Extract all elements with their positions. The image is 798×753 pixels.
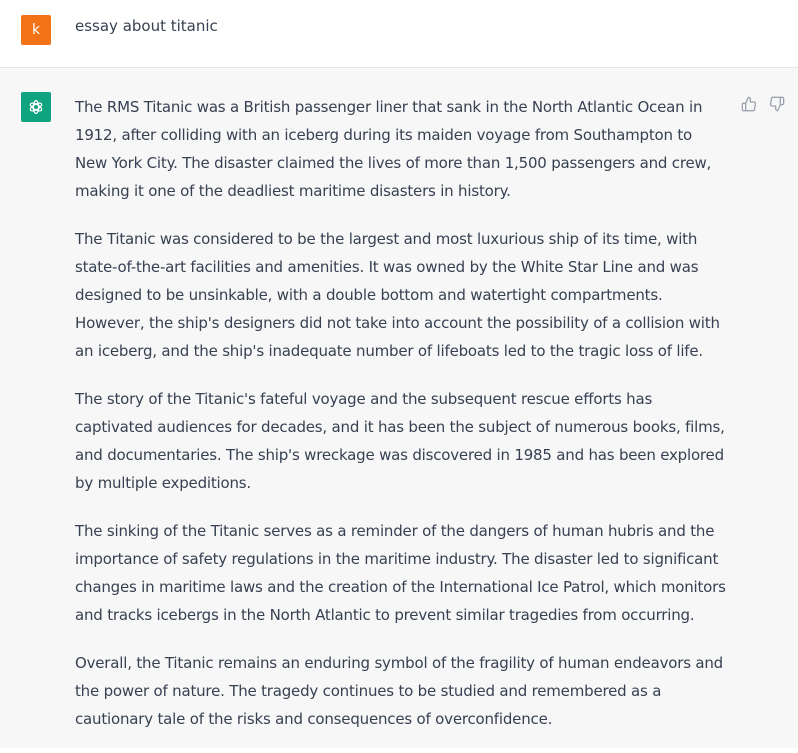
- response-paragraph-3: The story of the Titanic's fateful voyage and the subsequent rescue efforts has captivated audiences for decades, and it has been the subject of numerous books, films, and documentaries. The ship's wreckage was discovered in 1985 and has been explored by multiple expeditions.: [75, 390, 725, 492]
- thumbs-down-icon[interactable]: [769, 96, 785, 112]
- response-paragraph-5: Overall, the Titanic remains an enduring symbol of the fragility of human endeavors and the power of nature. The tragedy continues to be studied and remembered as a cautionary tale of the risks and consequences of overconfidence.: [75, 654, 724, 728]
- user-message-text: essay about titanic: [75, 17, 218, 35]
- response-paragraph-1: The RMS Titanic was a British passenger liner that sank in the North Atlantic Ocean in 1912, after colliding with an iceberg during its maiden voyage from Southampton to New York City. The disaster claimed the lives of more than 1,500 passengers and crew, making it one of the deadliest maritime disasters in history.: [75, 98, 712, 200]
- assistant-message-row: [0, 68, 798, 748]
- openai-logo-icon: [21, 92, 51, 122]
- response-paragraph-2: The Titanic was considered to be the largest and most luxurious ship of its time, with state-of-the-art facilities and amenities. It was owned by the White Star Line and was designed to be unsinkable, with a double bottom and watertight compartments. However, the ship's designers did not take into account the possibility of a collision with an iceberg, and the ship's inadequate number of lifeboats led to the tragic loss of life.: [75, 230, 720, 360]
- response-paragraph-4: The sinking of the Titanic serves as a reminder of the dangers of human hubris and the importance of safety regulations in the maritime industry. The disaster led to significant changes in maritime laws and the creation of the International Ice Patrol, which monitors and tracks icebergs in the North Atlantic to prevent similar tragedies from occurring.: [75, 522, 726, 624]
- user-message-row: [0, 0, 798, 68]
- thumbs-up-icon[interactable]: [741, 96, 757, 112]
- assistant-response: [75, 93, 727, 753]
- feedback-buttons: [741, 96, 785, 112]
- user-avatar: k: [21, 15, 51, 45]
